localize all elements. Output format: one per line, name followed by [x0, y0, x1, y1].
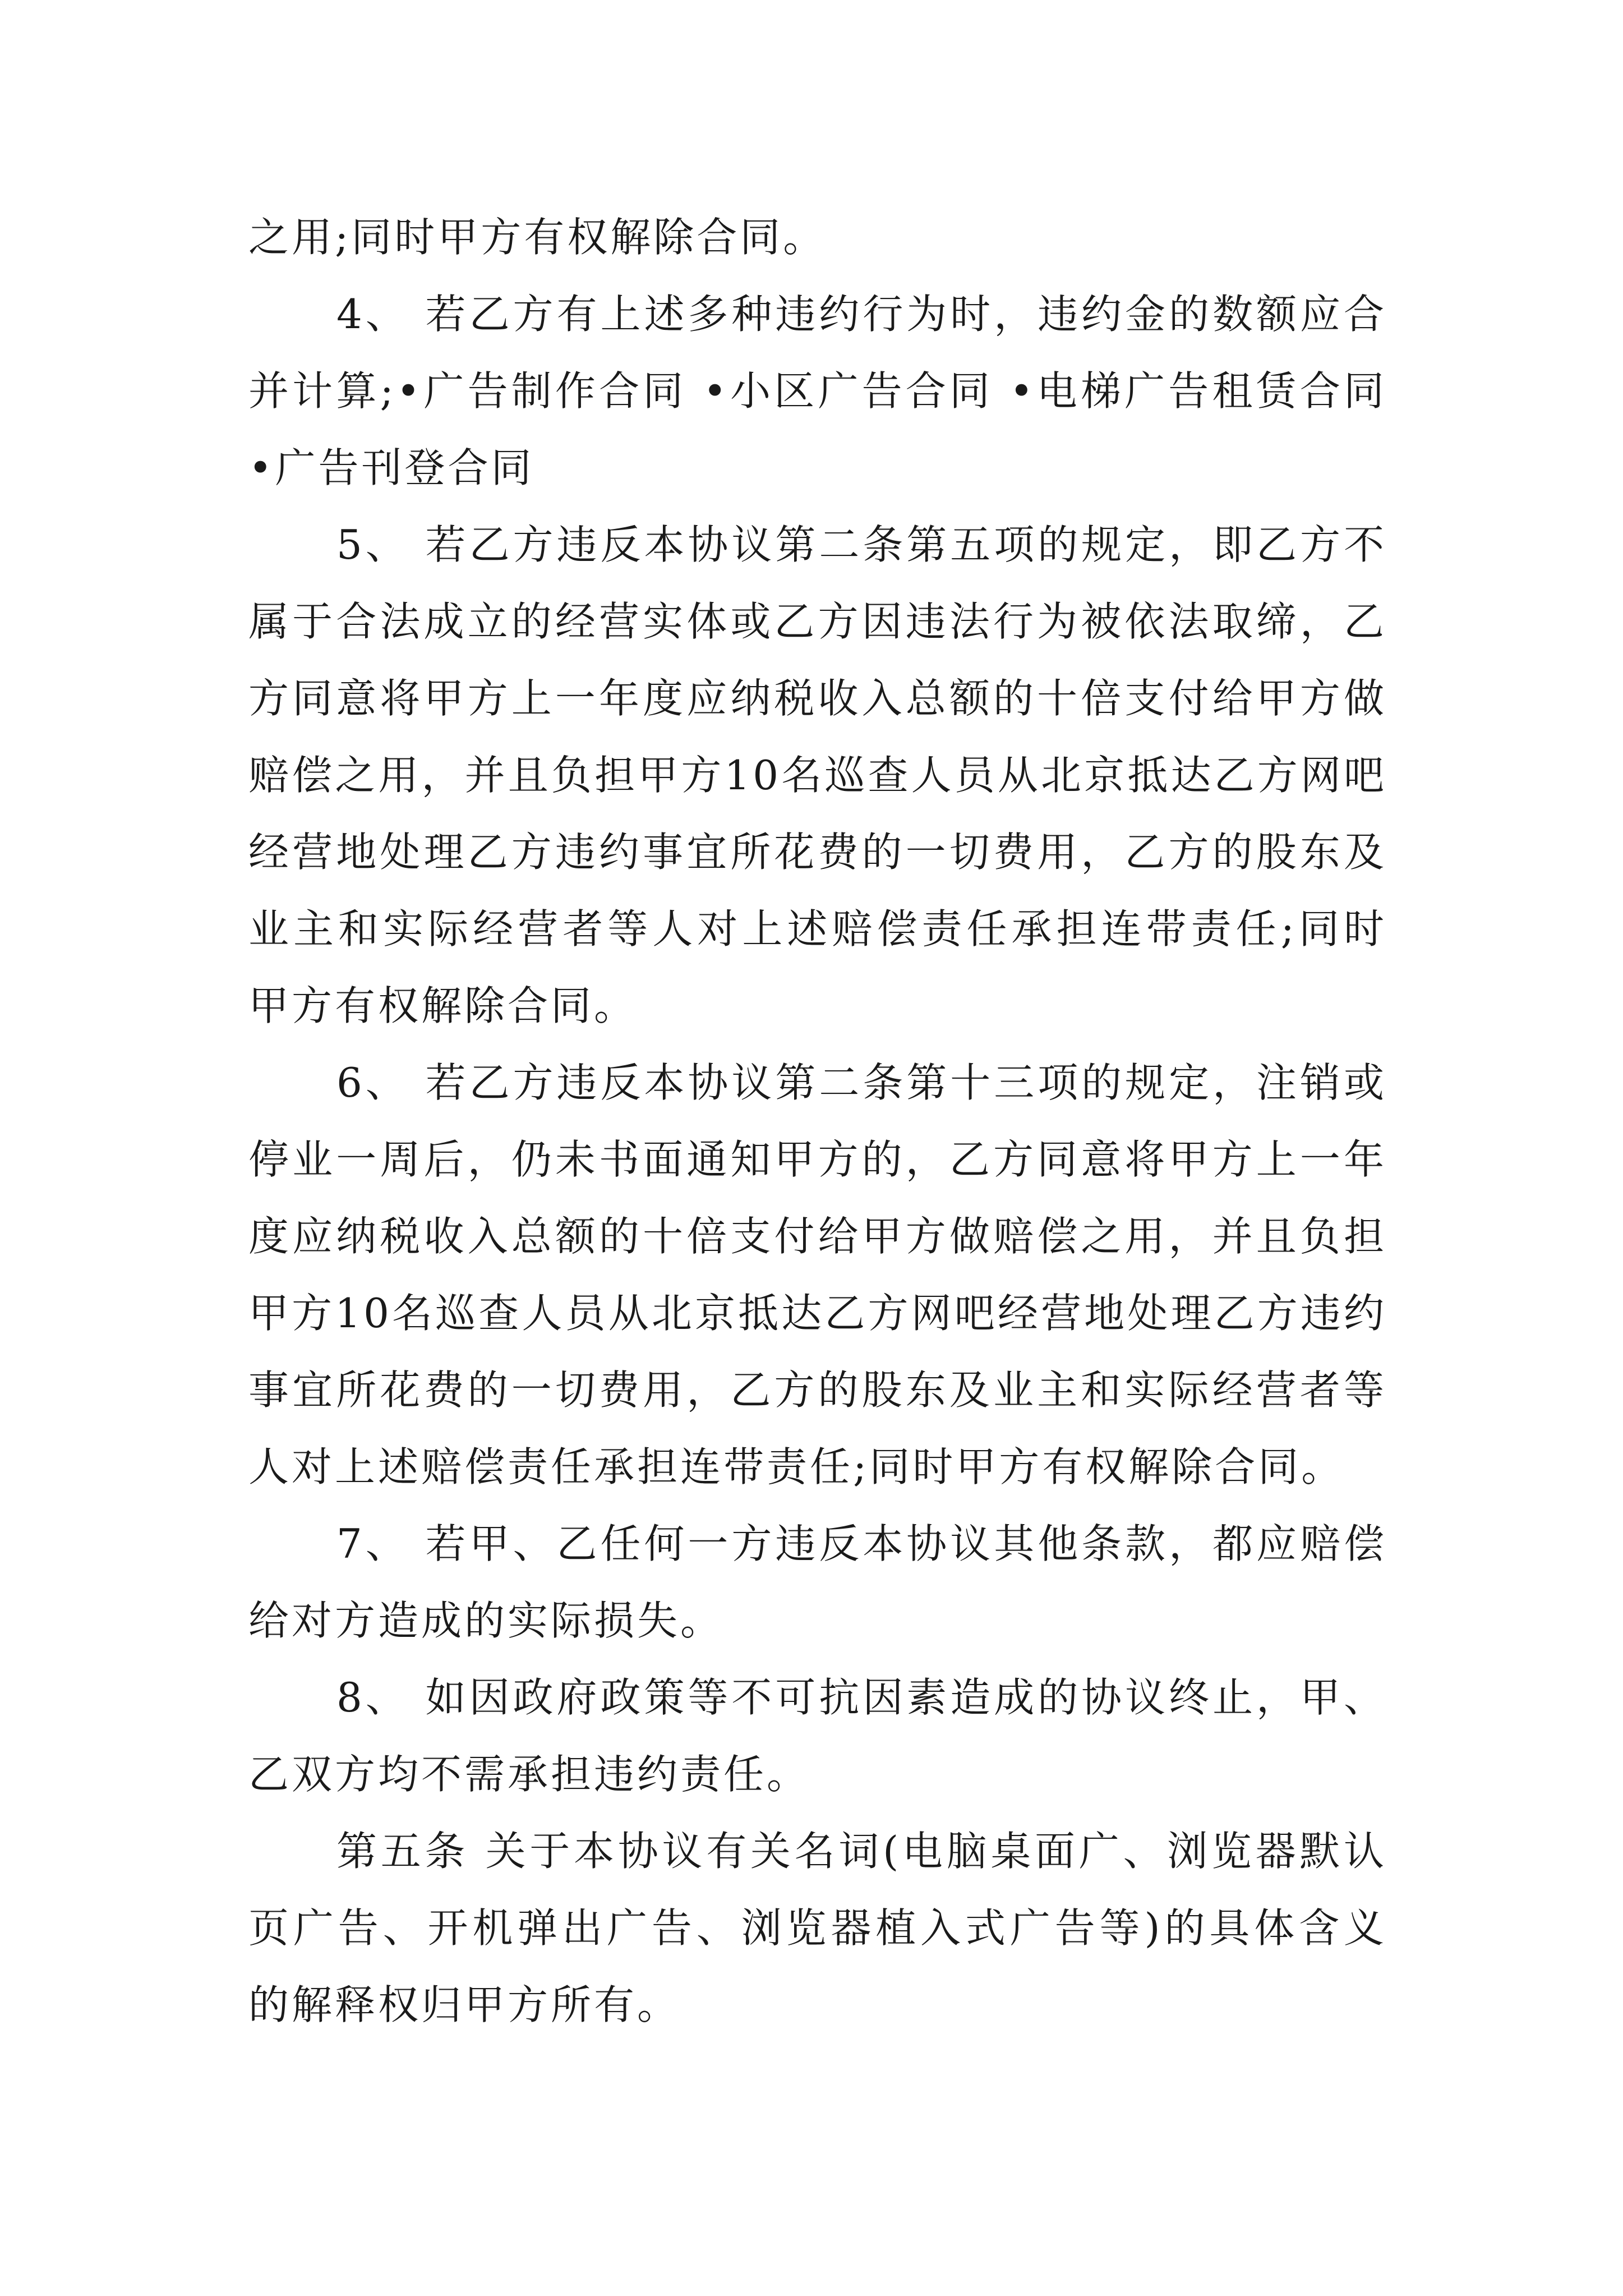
paragraph-clause-4: 4、 若乙方有上述多种违约行为时，违约金的数额应合并计算;•广告制作合同 •小区广告合同 •电梯广告租赁合同 •广告刊登合同 [248, 291, 1387, 491]
paragraph-clause-7: 7、 若甲、乙任何一方违反本协议其他条款，都应赔偿给对方造成的实际损失。 [248, 1520, 1387, 1644]
document-body [248, 199, 1387, 2044]
paragraph-clause-6: 6、 若乙方违反本协议第二条第十三项的规定，注销或停业一周后，仍未书面通知甲方的，乙方同意将甲方上一年度应纳税收入总额的十倍支付给甲方做赔偿之用，并且负担甲方10名巡查人员从北京抵达乙方网吧经营地处理乙方违约事宜所花费的一切费用，乙方的股东及业主和实际经营者等人对上述赔偿责任承担连带责任;同时甲方有权解除合同。 [248, 1059, 1387, 1490]
paragraph-clause-5: 5、 若乙方违反本协议第二条第五项的规定，即乙方不属于合法成立的经营实体或乙方因违法行为被依法取缔，乙方同意将甲方上一年度应纳税收入总额的十倍支付给甲方做赔偿之用，并且负担甲方10名巡查人员从北京抵达乙方网吧经营地处理乙方违约事宜所花费的一切费用，乙方的股东及业主和实际经营者等人对上述赔偿责任承担连带责任;同时甲方有权解除合同。 [248, 521, 1387, 1029]
paragraph-continuation: 之用;同时甲方有权解除合同。 [248, 214, 827, 261]
paragraph-clause-8: 8、 如因政府政策等不可抗因素造成的协议终止，甲、乙双方均不需承担违约责任。 [248, 1674, 1387, 1798]
paragraph-article-5: 第五条 关于本协议有关名词(电脑桌面广、浏览器默认页广告、开机弹出广告、浏览器植入式广告等)的具体含义的解释权归甲方所有。 [248, 1828, 1387, 2028]
